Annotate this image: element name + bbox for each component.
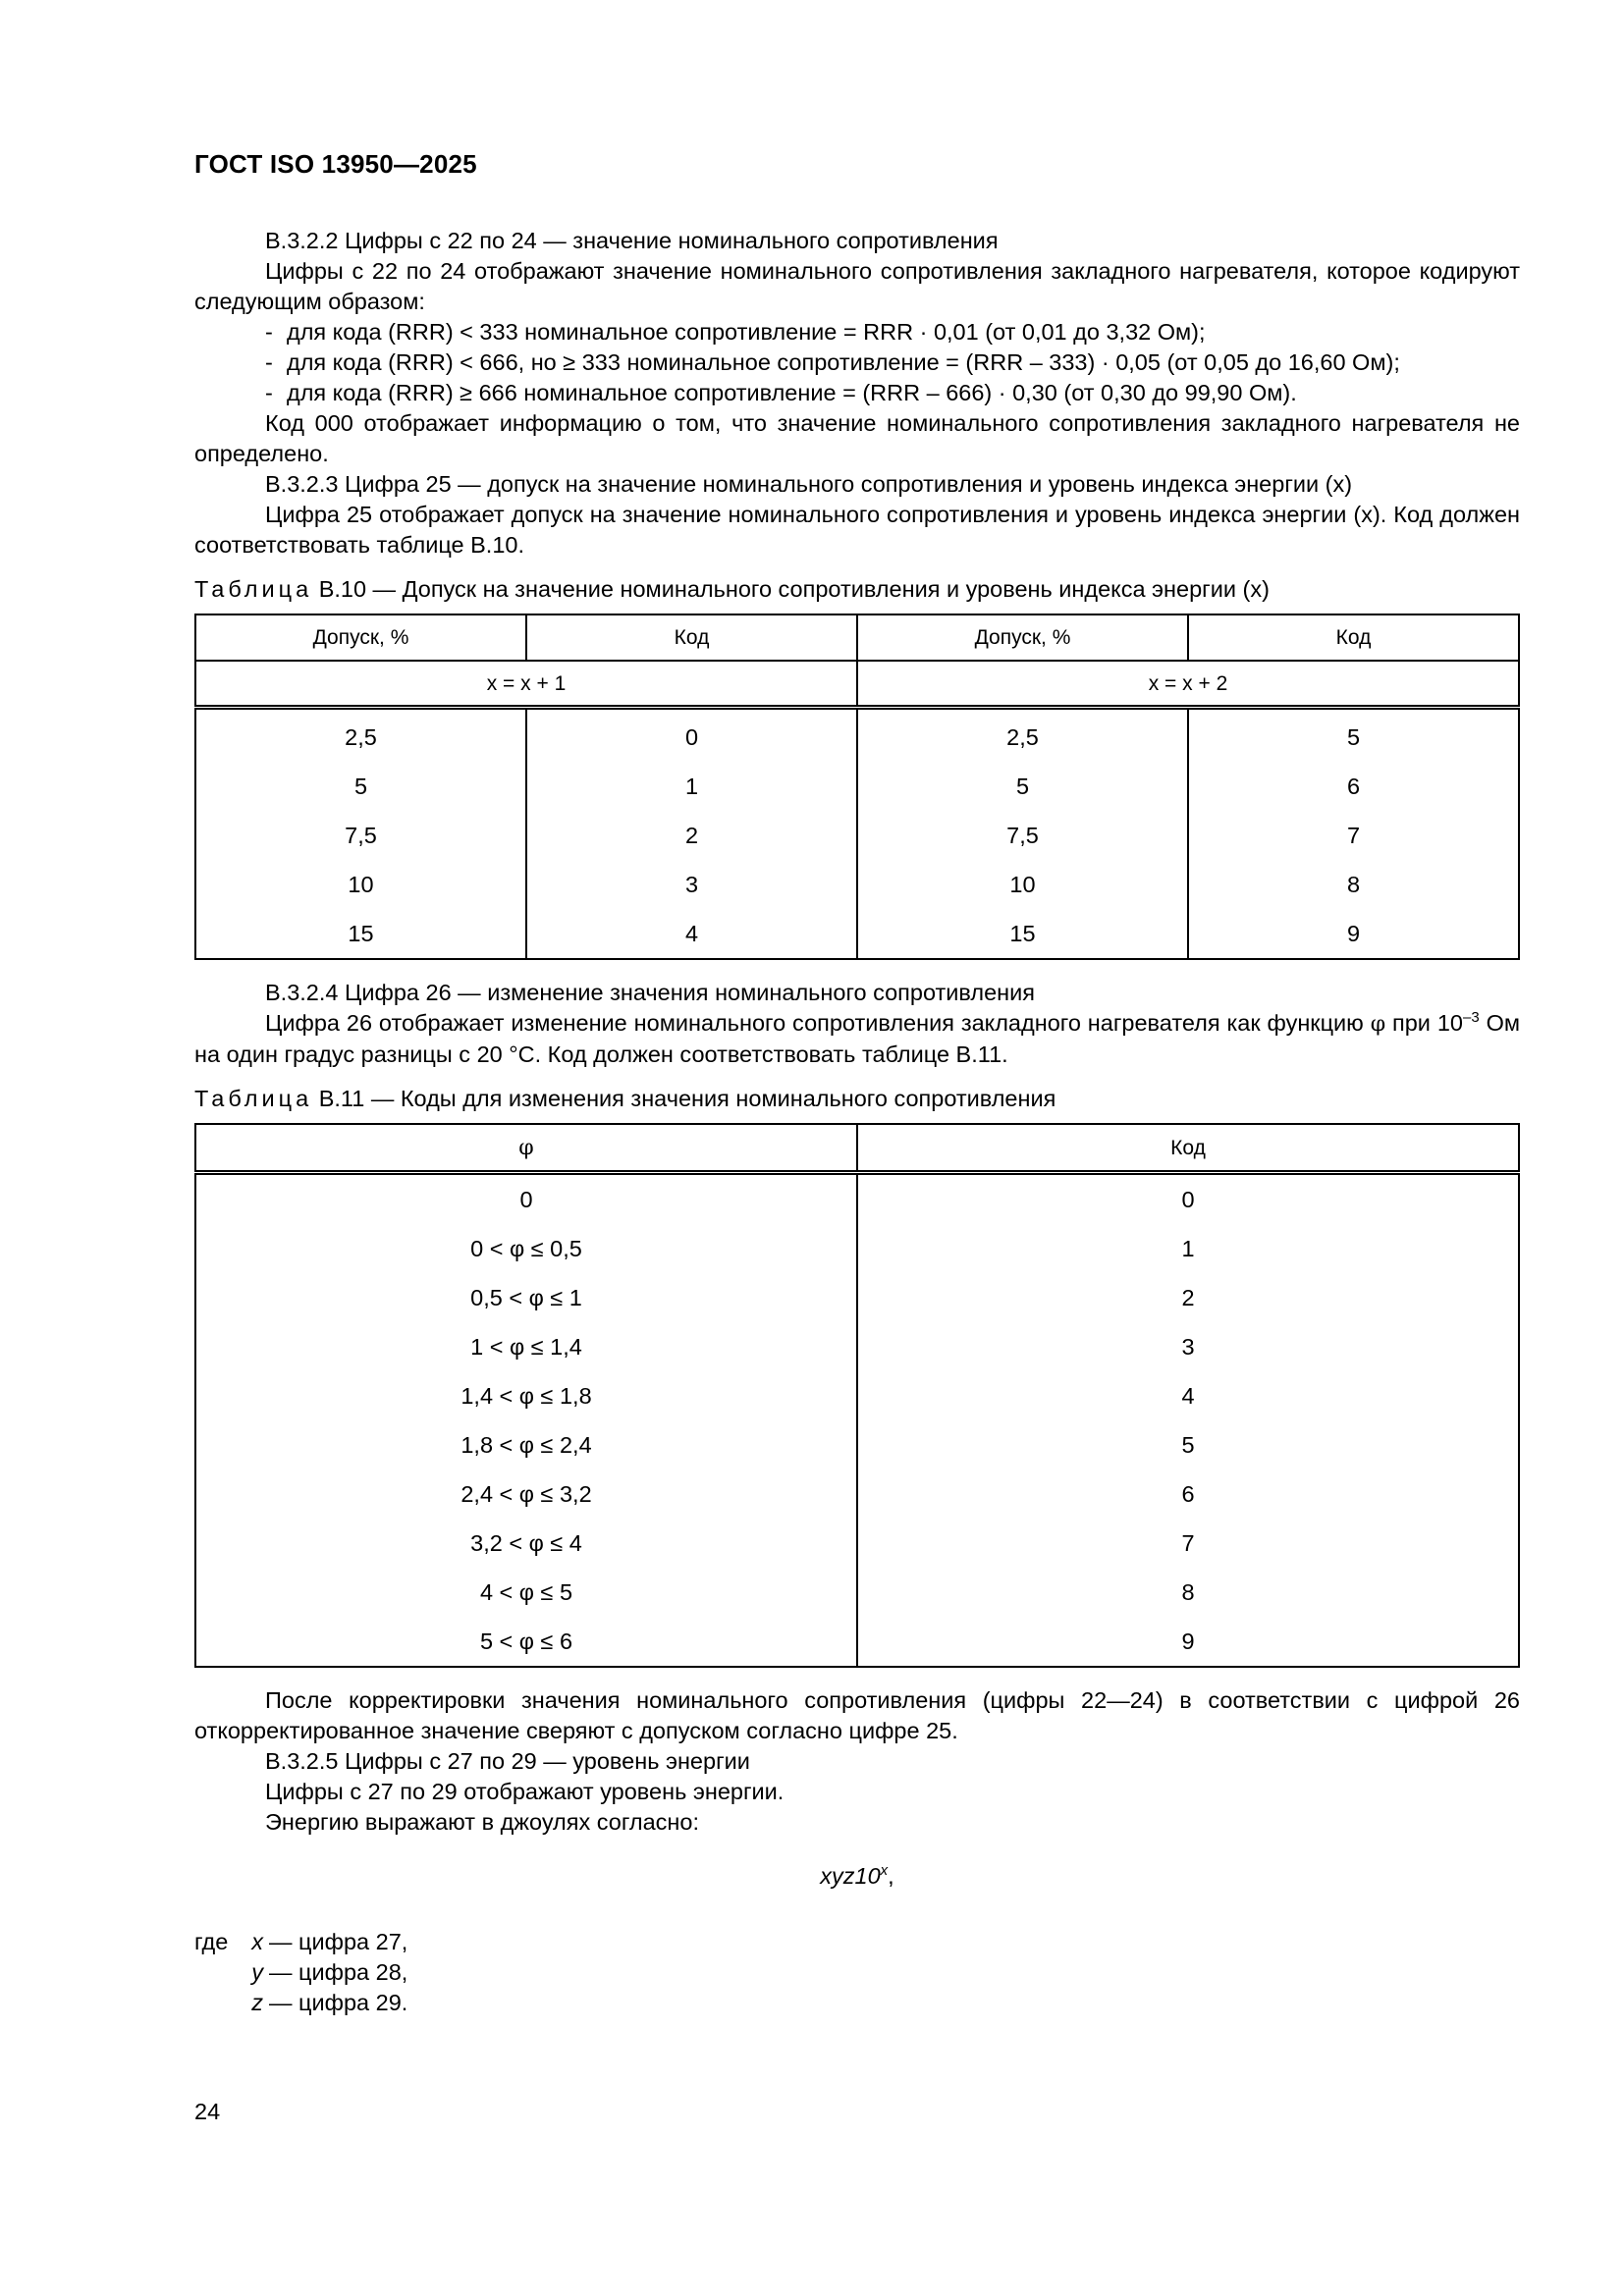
where-variable: z	[251, 1990, 263, 2015]
table-cell: 1,4 < φ ≤ 1,8	[195, 1371, 857, 1420]
table-caption-word: Таблица	[194, 1086, 313, 1111]
table-cell: 3,2 < φ ≤ 4	[195, 1519, 857, 1568]
table-cell: 1,8 < φ ≤ 2,4	[195, 1420, 857, 1469]
table-b11	[194, 1123, 1520, 1668]
table-b11-caption	[194, 1084, 1520, 1114]
section-b323-heading: В.3.2.3 Цифра 25 — допуск на значение номинального сопротивления и уровень индекса энергии (x)	[265, 471, 1353, 497]
table-cell: 1	[857, 1224, 1519, 1273]
table-header-cell: Допуск, %	[857, 614, 1188, 661]
section-b322-heading: В.3.2.2 Цифры с 22 по 24 — значение номинального сопротивления	[265, 228, 999, 253]
section-b324-heading: В.3.2.4 Цифра 26 — изменение значения номинального сопротивления	[265, 980, 1035, 1005]
table-caption-word: Таблица	[194, 576, 313, 602]
energy-formula: xyz10$^x$,	[820, 1862, 894, 1889]
table-header-cell: φ	[195, 1124, 857, 1173]
table-cell: 2	[526, 811, 857, 860]
section-b325-text: Цифры с 27 по 29 отображают уровень энергии.	[265, 1779, 785, 1804]
table-cell: 9	[857, 1617, 1519, 1667]
where-description: — цифра 29.	[269, 1990, 408, 2015]
where-variable: x	[251, 1929, 263, 1954]
section-b325-energy: Энергию выражают в джоулях согласно:	[265, 1809, 700, 1835]
table-cell: 5	[857, 762, 1188, 811]
document-body	[194, 226, 1520, 2018]
list-item: - для кода (RRR) < 666, но ≥ 333 номинальное сопротивление = (RRR – 333) · 0,05 (от 0,05 до 16,60 Ом);	[265, 349, 1400, 375]
table-row	[195, 1469, 1519, 1519]
table-row	[195, 860, 1519, 909]
table-cell: 7,5	[195, 811, 526, 860]
table-cell: 7	[857, 1519, 1519, 1568]
page-number: 24	[194, 2099, 221, 2124]
table-cell: 0 < φ ≤ 0,5	[195, 1224, 857, 1273]
phi-symbol: φ	[1370, 1012, 1386, 1037]
table-cell: 5 < φ ≤ 6	[195, 1617, 857, 1667]
after-table-text: После корректировки значения номинального сопротивления (цифры 22—24) в соответствии с цифрой 26 откорректированное значение сверяют с допуском согласно цифре 25.	[194, 1687, 1520, 1743]
table-cell: 2,5	[857, 708, 1188, 763]
where-label: где	[194, 1929, 229, 1954]
table-cell: 2,5	[195, 708, 526, 763]
table-cell: 0	[195, 1173, 857, 1225]
table-row	[195, 909, 1519, 959]
table-cell: 10	[195, 860, 526, 909]
table-cell: 15	[857, 909, 1188, 959]
where-item	[194, 1988, 1520, 2018]
table-row	[195, 1617, 1519, 1667]
table-row	[195, 762, 1519, 811]
table-b10-caption	[194, 574, 1520, 605]
table-row	[195, 1568, 1519, 1617]
table-cell: 2,4 < φ ≤ 3,2	[195, 1469, 857, 1519]
table-cell: 5	[195, 762, 526, 811]
section-b324-text: Цифра 26 отображает изменение номинального сопротивления закладного нагревателя как функцию φ при $10^{-3}$ Ом на один градус разницы с 20 °C. Код должен соответствовать таблице В.11.	[194, 1009, 1521, 1067]
table-cell: 4	[857, 1371, 1519, 1420]
table-row	[195, 811, 1519, 860]
list-item-text: для кода (RRR) < 333 номинальное сопротивление = RRR · 0,01 (от 0,01 до 3,32 Ом);	[287, 319, 1206, 345]
table-span-cell: x = x + 1	[195, 661, 857, 708]
table-row	[195, 1371, 1519, 1420]
table-cell: 8	[1188, 860, 1519, 909]
list-item-text: для кода (RRR) < 666, но ≥ 333 номинальное сопротивление = (RRR – 333) · 0,05 (от 0,05 до 16,60 Ом);	[287, 349, 1400, 375]
table-cell: 0	[857, 1173, 1519, 1225]
table-span-cell: x = x + 2	[857, 661, 1519, 708]
table-cell: 5	[1188, 708, 1519, 763]
where-item	[194, 1927, 1520, 1957]
table-cell: 6	[1188, 762, 1519, 811]
table-header-cell: Код	[857, 1124, 1519, 1173]
table-cell: 7,5	[857, 811, 1188, 860]
table-row	[195, 708, 1519, 763]
where-variable: y	[251, 1959, 263, 1985]
table-cell: 4 < φ ≤ 5	[195, 1568, 857, 1617]
table-header-cell: Код	[1188, 614, 1519, 661]
where-description: — цифра 27,	[269, 1929, 408, 1954]
table-cell: 6	[857, 1469, 1519, 1519]
table-cell: 10	[857, 860, 1188, 909]
table-b10	[194, 614, 1520, 960]
table-cell: 0	[526, 708, 857, 763]
table-caption-text: В.10 — Допуск на значение номинального сопротивления и уровень индекса энергии (x)	[318, 576, 1270, 602]
power-exponent: –3	[1462, 1009, 1480, 1027]
section-b325-heading: В.3.2.5 Цифры с 27 по 29 — уровень энергии	[265, 1748, 750, 1774]
table-row	[195, 1173, 1519, 1225]
power-base: 10	[1436, 1010, 1463, 1036]
section-b323-text: Цифра 25 отображает допуск на значение номинального сопротивления и уровень индекса энергии (x). Код должен соответствовать таблице В.10.	[194, 502, 1520, 558]
where-item	[194, 1957, 1520, 1988]
table-caption-text: В.11 — Коды для изменения значения номинального сопротивления	[318, 1086, 1056, 1111]
list-item: - для кода (RRR) < 333 номинальное сопротивление = RRR · 0,01 (от 0,01 до 3,32 Ом);	[265, 319, 1206, 345]
table-cell: 5	[857, 1420, 1519, 1469]
table-cell: 9	[1188, 909, 1519, 959]
table-row	[195, 1322, 1519, 1371]
table-header-cell: Допуск, %	[195, 614, 526, 661]
table-cell: 4	[526, 909, 857, 959]
section-b322-intro: Цифры с 22 по 24 отображают значение номинального сопротивления закладного нагревателя, которое кодируют следующим образом:	[194, 258, 1520, 314]
table-cell: 1 < φ ≤ 1,4	[195, 1322, 857, 1371]
table-cell: 7	[1188, 811, 1519, 860]
section-b322-note: Код 000 отображает информацию о том, что значение номинального сопротивления закладного нагревателя не определено.	[194, 410, 1520, 466]
list-item-text: для кода (RRR) ≥ 666 номинальное сопротивление = (RRR – 666) · 0,30 (от 0,30 до 99,90 Ом).	[287, 380, 1297, 405]
where-description: — цифра 28,	[269, 1959, 408, 1985]
table-row	[195, 1420, 1519, 1469]
table-row	[195, 1224, 1519, 1273]
table-cell: 8	[857, 1568, 1519, 1617]
table-cell: 2	[857, 1273, 1519, 1322]
table-row	[195, 1519, 1519, 1568]
table-cell: 3	[857, 1322, 1519, 1371]
document-header: ГОСТ ISO 13950—2025	[194, 149, 477, 179]
table-cell: 0,5 < φ ≤ 1	[195, 1273, 857, 1322]
table-header-cell: Код	[526, 614, 857, 661]
table-cell: 15	[195, 909, 526, 959]
table-cell: 1	[526, 762, 857, 811]
list-item: - для кода (RRR) ≥ 666 номинальное сопротивление = (RRR – 666) · 0,30 (от 0,30 до 99,90 Ом).	[265, 380, 1297, 405]
table-row	[195, 1273, 1519, 1322]
table-cell: 3	[526, 860, 857, 909]
